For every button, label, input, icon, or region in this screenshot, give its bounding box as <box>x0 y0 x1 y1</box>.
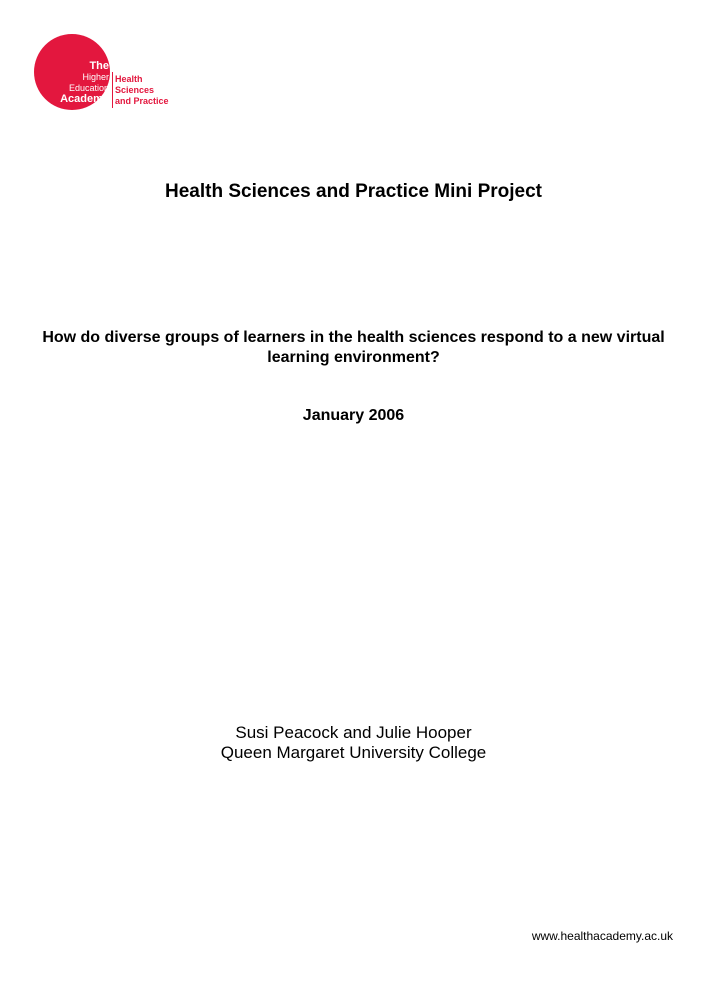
logo-text-education: Education <box>68 83 109 93</box>
author-block <box>0 723 707 763</box>
institution-name: Queen Margaret University College <box>220 743 487 762</box>
logo-text-higher: Higher <box>82 72 109 82</box>
document-title: Health Sciences and Practice Mini Project <box>165 181 542 202</box>
logo-text-academy: Academy <box>60 93 109 105</box>
research-question: How do diverse groups of learners in the health sciences respond to a new virtual learning environment? <box>42 329 665 366</box>
logo-text-sciences: Sciences <box>115 85 155 95</box>
logo-text-the: The <box>89 60 109 72</box>
academy-logo <box>34 34 184 114</box>
website-url: www.healthacademy.ac.uk <box>531 929 673 943</box>
publication-date: January 2006 <box>302 407 405 424</box>
logo-subject-text <box>115 74 169 107</box>
logo-text-health: Health <box>115 74 143 84</box>
author-names: Susi Peacock and Julie Hooper <box>235 723 472 742</box>
logo-academy-text <box>60 61 109 105</box>
logo-divider <box>112 72 113 108</box>
logo-text-practice: and Practice <box>115 96 169 106</box>
